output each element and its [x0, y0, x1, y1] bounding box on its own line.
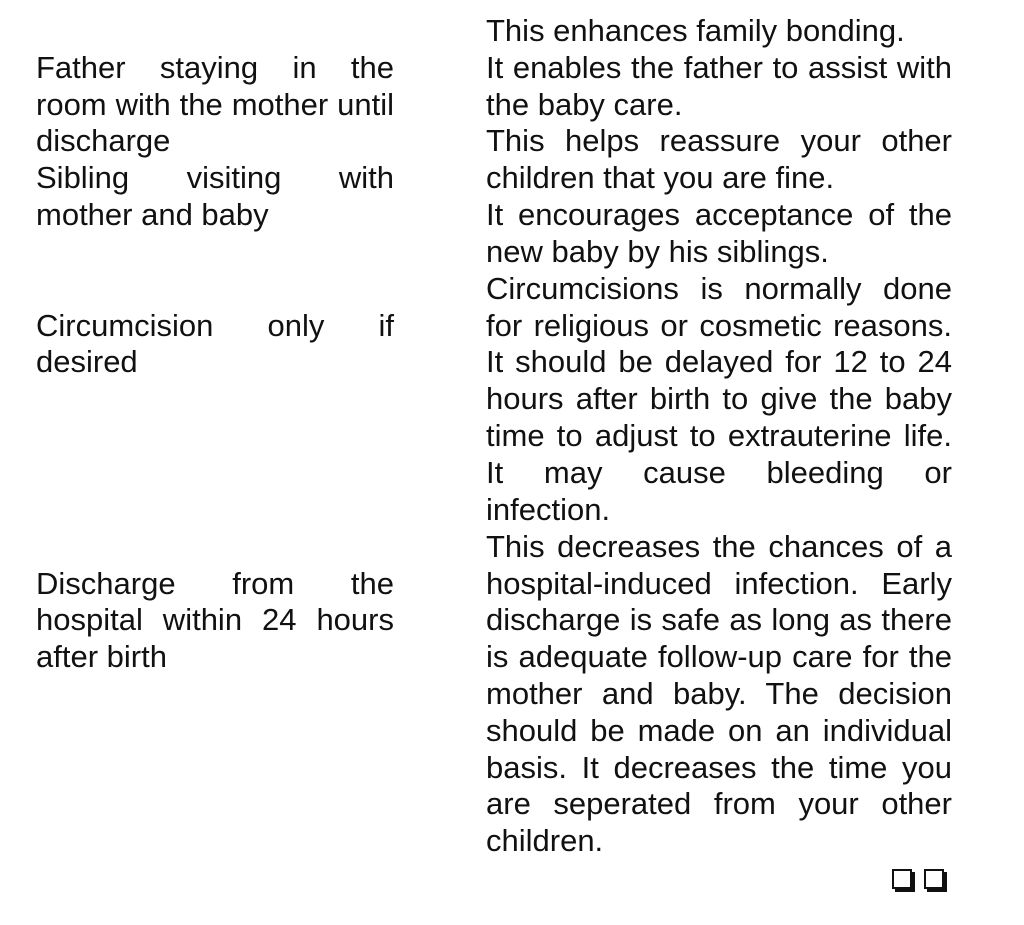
right-line: basis. It decreases the time you	[486, 750, 952, 785]
right-line: This helps reassure your other	[486, 123, 952, 158]
right-line: Circumcisions is normally done	[486, 271, 952, 306]
right-line: This enhances family bonding.	[486, 13, 905, 48]
right-line: for religious or cosmetic reasons.	[486, 308, 952, 343]
right-line: is adequate follow-up care for the	[486, 639, 952, 674]
right-line: new baby by his siblings.	[486, 234, 829, 269]
left-line: Sibling visiting with	[36, 160, 394, 195]
right-line: discharge is safe as long as there	[486, 602, 952, 637]
right-line: time to adjust to extrauterine life.	[486, 418, 952, 453]
right-line: It should be delayed for 12 to 24	[486, 344, 952, 379]
right-line: It may cause bleeding or	[486, 455, 952, 490]
right-line: are seperated from your other	[486, 786, 952, 821]
right-line: This decreases the chances of a	[486, 529, 952, 564]
left-line: discharge	[36, 123, 171, 158]
right-line: children that you are fine.	[486, 160, 835, 195]
left-line: room with the mother until	[36, 87, 394, 122]
right-line: infection.	[486, 492, 611, 527]
left-line: mother and baby	[36, 197, 269, 232]
end-marks	[892, 869, 944, 889]
left-line: Father staying in the	[36, 50, 394, 85]
left-line: Discharge from the	[36, 566, 394, 601]
right-line: should be made on an individual	[486, 713, 952, 748]
checkbox-icon	[892, 869, 912, 889]
right-line: children.	[486, 823, 604, 858]
right-line: hospital-induced infection. Early	[486, 566, 952, 601]
checkbox-icon	[924, 869, 944, 889]
left-line: desired	[36, 344, 138, 379]
right-line: It encourages acceptance of the	[486, 197, 952, 232]
left-line: Circumcision only if	[36, 308, 394, 343]
right-line: the baby care.	[486, 87, 683, 122]
left-line: hospital within 24 hours	[36, 602, 394, 637]
right-line: It enables the father to assist with	[486, 50, 952, 85]
right-line: mother and baby. The decision	[486, 676, 952, 711]
right-line: hours after birth to give the baby	[486, 381, 952, 416]
left-line: after birth	[36, 639, 167, 674]
